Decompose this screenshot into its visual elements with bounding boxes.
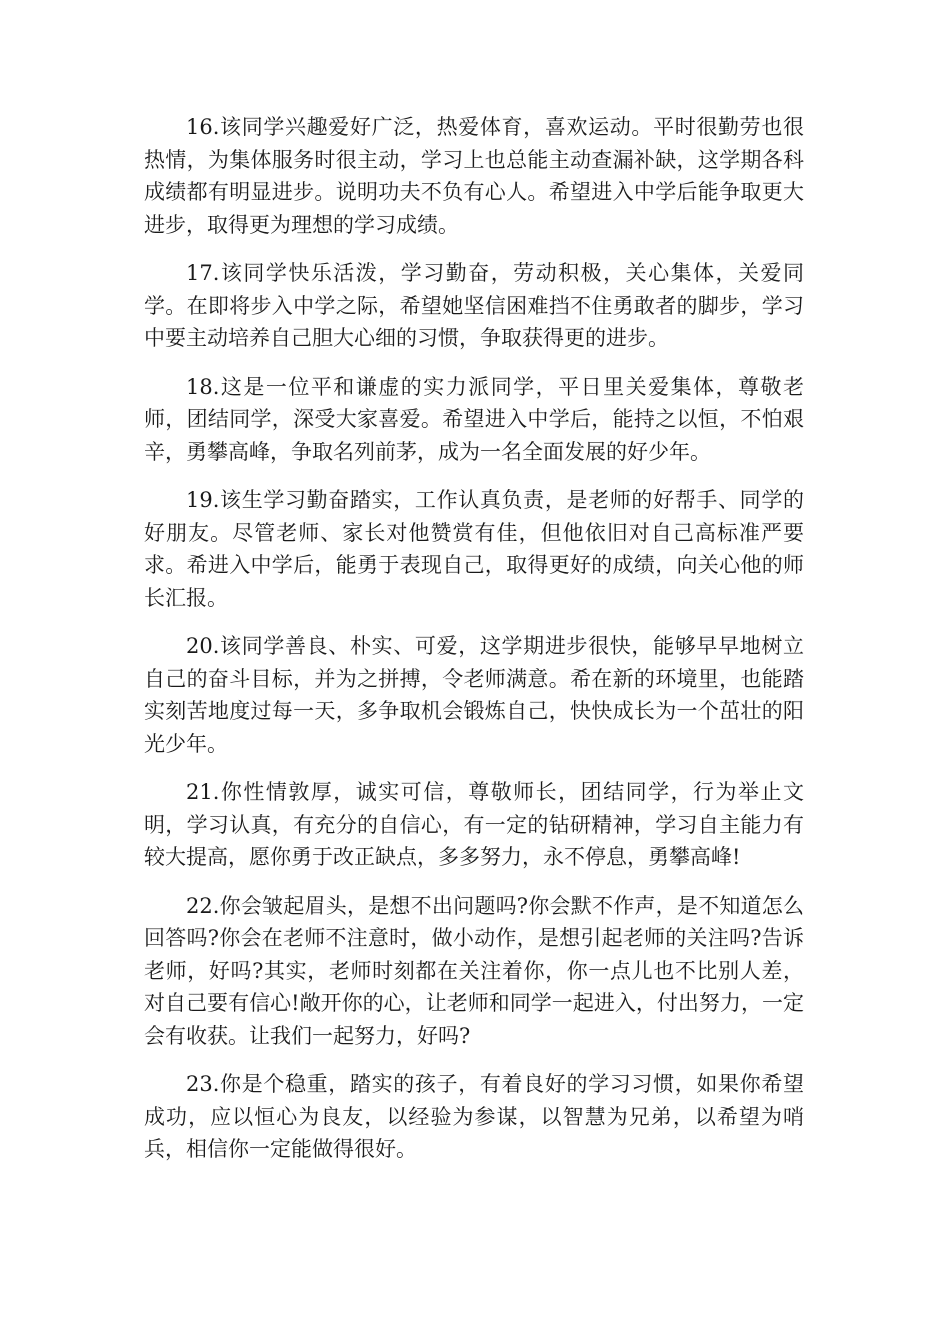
comment-paragraph-17: 17.该同学快乐活泼，学习勤奋，劳动积极，关心集体，关爱同学。在即将步入中学之际，希望她坚信困难挡不住勇敢者的脚步，学习中要主动培养自己胆大心细的习惯，争取获得更的进步。 <box>144 261 804 350</box>
document-body <box>144 111 804 1182</box>
comment-paragraph-23: 23.你是个稳重，踏实的孩子，有着良好的学习习惯，如果你希望成功，应以恒心为良友，以经验为参谋，以智慧为兄弟，以希望为哨兵，相信你一定能做得很好。 <box>144 1072 804 1161</box>
comment-paragraph-21: 21.你性情敦厚，诚实可信，尊敬师长，团结同学，行为举止文明，学习认真，有充分的自信心，有一定的钻研精神，学习自主能力有较大提高，愿你勇于改正缺点，多多努力，永不停息，勇攀高峰! <box>144 780 804 869</box>
comment-paragraph-16: 16.该同学兴趣爱好广泛，热爱体育，喜欢运动。平时很勤劳也很热情，为集体服务时很主动，学习上也总能主动查漏补缺，这学期各科成绩都有明显进步。说明功夫不负有心人。希望进入中学后能争取更大进步，取得更为理想的学习成绩。 <box>144 115 804 237</box>
comment-paragraph-22: 22.你会皱起眉头，是想不出问题吗?你会默不作声，是不知道怎么回答吗?你会在老师不注意时，做小动作，是想引起老师的关注吗?告诉老师，好吗?其实，老师时刻都在关注着你，你一点儿也不比别人差，对自己要有信心!敞开你的心，让老师和同学一起进入，付出努力，一定会有收获。让我们一起努力，好吗? <box>144 893 804 1048</box>
comment-paragraph-20: 20.该同学善良、朴实、可爱，这学期进步很快，能够早早地树立自己的奋斗目标，并为之拼搏，令老师满意。希在新的环境里，也能踏实刻苦地度过每一天，多争取机会锻炼自己，快快成长为一个茁壮的阳光少年。 <box>144 634 804 756</box>
comment-paragraph-19: 19.该生学习勤奋踏实，工作认真负责，是老师的好帮手、同学的好朋友。尽管老师、家长对他赞赏有佳，但他依旧对自己高标准严要求。希进入中学后，能勇于表现自己，取得更好的成绩，向关心他的师长汇报。 <box>144 488 804 610</box>
comment-paragraph-18: 18.这是一位平和谦虚的实力派同学，平日里关爱集体，尊敬老师，团结同学，深受大家喜爱。希望进入中学后，能持之以恒，不怕艰辛，勇攀高峰，争取名列前茅，成为一名全面发展的好少年。 <box>144 374 804 464</box>
